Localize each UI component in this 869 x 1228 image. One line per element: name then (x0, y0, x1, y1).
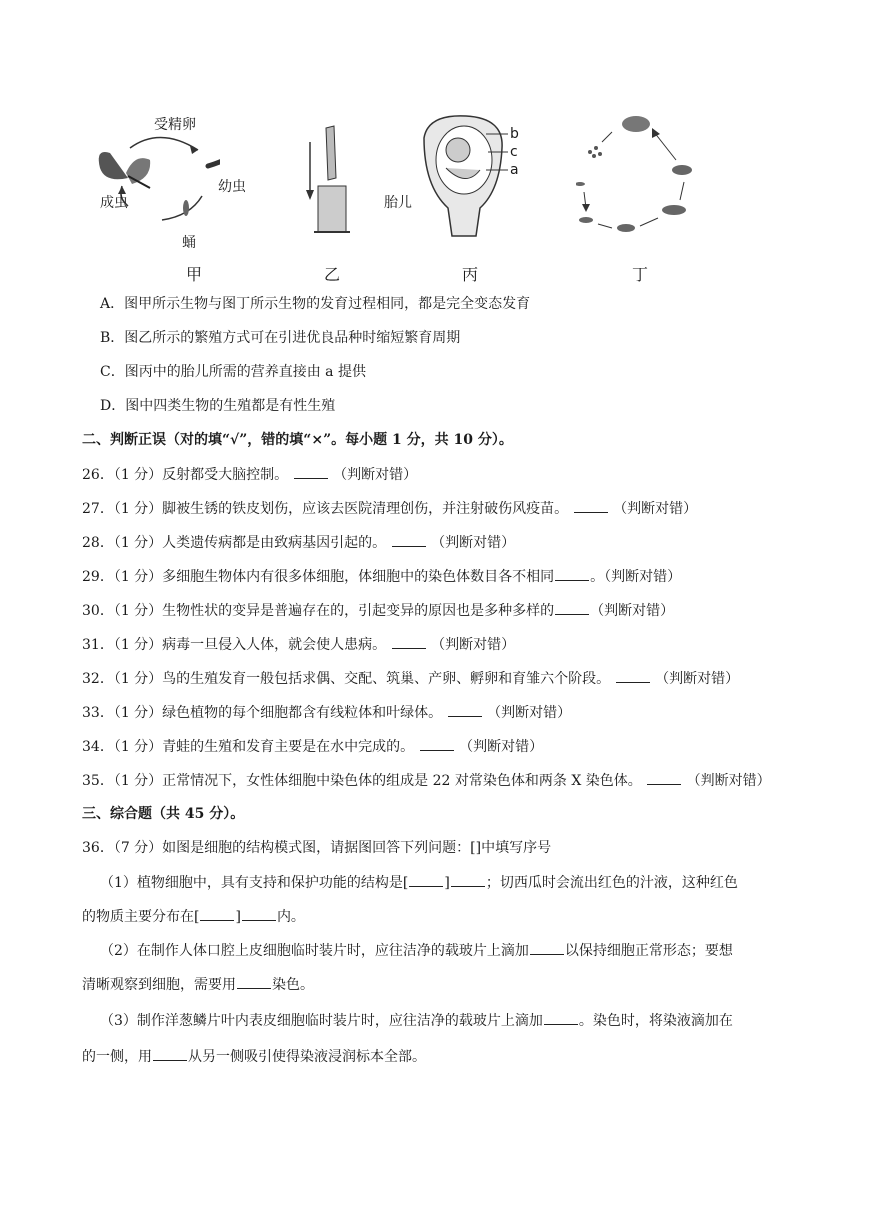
judge-suffix: 。（判断对错） (590, 569, 682, 585)
answer-blank[interactable] (555, 566, 589, 581)
q36-text: 的物质主要分布在[ (82, 909, 200, 925)
judge-item (82, 770, 771, 791)
answer-blank[interactable] (153, 1046, 187, 1061)
judge-text: 33．（1 分）绿色植物的每个细胞都含有线粒体和叶绿体。 (82, 705, 443, 721)
pupa-label: 蛹 (182, 235, 196, 251)
option-b: B．图乙所示的繁殖方式可在引进优良品种时缩短繁育周期 (100, 330, 461, 346)
judge-text: 29．（1 分）多细胞生物体内有很多体细胞，体细胞中的染色体数目各不相同 (82, 569, 555, 585)
judge-item (82, 532, 515, 553)
answer-blank[interactable] (237, 974, 271, 989)
answer-blank[interactable] (544, 1010, 578, 1025)
judge-suffix: （判断对错） (655, 671, 740, 687)
judge-suffix: （判断对错） (590, 603, 675, 619)
judge-suffix: （判断对错） (431, 637, 516, 653)
figure-yi (300, 108, 380, 283)
label-a: a (510, 162, 519, 178)
q36-part1-line1 (100, 872, 738, 893)
figure-caption-bing: 丙 (462, 265, 479, 284)
answer-blank[interactable] (392, 532, 426, 547)
q36-text: 的一侧，用 (82, 1049, 152, 1065)
answer-blank[interactable] (574, 498, 608, 513)
judge-item (82, 464, 417, 485)
judge-text: 35．（1 分）正常情况下，女性体细胞中染色体的组成是 22 对常染色体和两条 X 染色体。 (82, 773, 642, 789)
answer-blank[interactable] (242, 906, 276, 921)
judge-item (82, 498, 697, 519)
q36-part2-line2 (82, 974, 314, 995)
judge-item (82, 702, 571, 723)
answer-blank[interactable] (530, 940, 564, 955)
figure-caption-yi: 乙 (324, 265, 341, 284)
answer-blank[interactable] (392, 634, 426, 649)
figure-bing (384, 108, 546, 284)
judge-item (82, 736, 543, 757)
q36-text: 。染色时，将染液滴加在 (578, 1013, 733, 1029)
option-a: A．图甲所示生物与图丁所示生物的发育过程相同，都是完全变态发育 (100, 296, 531, 312)
answer-blank[interactable] (420, 736, 454, 751)
q36-text: （2）在制作人体口腔上皮细胞临时装片时，应往洁净的载玻片上滴加 (100, 943, 529, 959)
fetus-in-uterus-diagram (406, 108, 526, 238)
judge-suffix: （判断对错） (613, 501, 698, 517)
figure-jia (90, 108, 246, 284)
judge-suffix: （判断对错） (459, 739, 544, 755)
judge-text: 27．（1 分）脚被生锈的铁皮划伤，应该去医院清理创伤，并注射破伤风疫苗。 (82, 501, 569, 517)
q36-text: ] (235, 909, 241, 925)
section2-heading: 二、判断正误（对的填“√”，错的填“×”。每小题 1 分，共 10 分）。 (82, 432, 513, 448)
judge-suffix: （判断对错） (487, 705, 572, 721)
judge-item (82, 566, 681, 587)
figure-caption-jia: 甲 (186, 265, 203, 284)
judge-suffix: （判断对错） (431, 535, 516, 551)
judge-text: 32．（1 分）鸟的生殖发育一般包括求偶、交配、筑巢、产卵、孵卵和育雏六个阶段。 (82, 671, 611, 687)
adult-label: 成虫 (100, 195, 128, 211)
q36-text: 染色。 (272, 977, 314, 993)
judge-text: 31．（1 分）病毒一旦侵入人体，就会使人患病。 (82, 637, 387, 653)
q36-text: 内。 (276, 909, 305, 925)
answer-blank[interactable] (647, 770, 681, 785)
judge-text: 34．（1 分）青蛙的生殖和发育主要是在水中完成的。 (82, 739, 415, 755)
grafting-diagram (300, 108, 380, 238)
judge-text: 30．（1 分）生物性状的变异是普遍存在的，引起变异的原因也是多种多样的 (82, 603, 555, 619)
option-d: D．图中四类生物的生殖都是有性生殖 (100, 398, 336, 414)
q36-text: （1）植物细胞中，具有支持和保护功能的结构是[ (100, 875, 409, 891)
answer-blank[interactable] (448, 702, 482, 717)
figure-strip (90, 108, 730, 283)
fetus-label: 胎儿 (384, 195, 412, 211)
q36-text: ] (444, 875, 450, 891)
frog-life-cycle-diagram (576, 108, 726, 238)
q36-text: ；切西瓜时会流出红色的汁液，这种红色 (485, 875, 738, 891)
option-c: C．图丙中的胎儿所需的营养直接由 a 提供 (100, 364, 366, 380)
q36-part3-line1 (100, 1010, 733, 1031)
q36-part1-line2 (82, 906, 305, 927)
judge-text: 28．（1 分）人类遗传病都是由致病基因引起的。 (82, 535, 387, 551)
answer-blank[interactable] (451, 872, 485, 887)
q36-part2-line1 (100, 940, 733, 961)
answer-blank[interactable] (555, 600, 589, 615)
q36-text: （3）制作洋葱鳞片叶内表皮细胞临时装片时，应往洁净的载玻片上滴加 (100, 1013, 543, 1029)
q36-part3-line2 (82, 1046, 426, 1067)
label-b: b (510, 126, 519, 142)
larva-label: 幼虫 (218, 179, 246, 195)
judge-suffix: （判断对错） (686, 773, 771, 789)
answer-blank[interactable] (409, 872, 443, 887)
q36-text: 以保持细胞正常形态；要想 (564, 943, 733, 959)
judge-item (82, 600, 674, 621)
section3-heading: 三、综合题（共 45 分）。 (82, 806, 245, 822)
egg-label: 受精卵 (154, 117, 196, 133)
q36-text: 从另一侧吸引使得染液浸润标本全部。 (188, 1049, 426, 1065)
judge-item (82, 634, 515, 655)
judge-text: 26．（1 分）反射都受大脑控制。 (82, 467, 289, 483)
label-c: c (510, 144, 518, 160)
judge-suffix: （判断对错） (333, 467, 418, 483)
q36-stem: 36．（7 分）如图是细胞的结构模式图，请据图回答下列问题：[]中填写序号 (82, 840, 552, 856)
answer-blank[interactable] (616, 668, 650, 683)
figure-caption-ding: 丁 (632, 265, 649, 284)
answer-blank[interactable] (200, 906, 234, 921)
judge-item (82, 668, 739, 689)
figure-ding (576, 108, 730, 283)
answer-blank[interactable] (294, 464, 328, 479)
q36-text: 清晰观察到细胞，需要用 (82, 977, 236, 993)
